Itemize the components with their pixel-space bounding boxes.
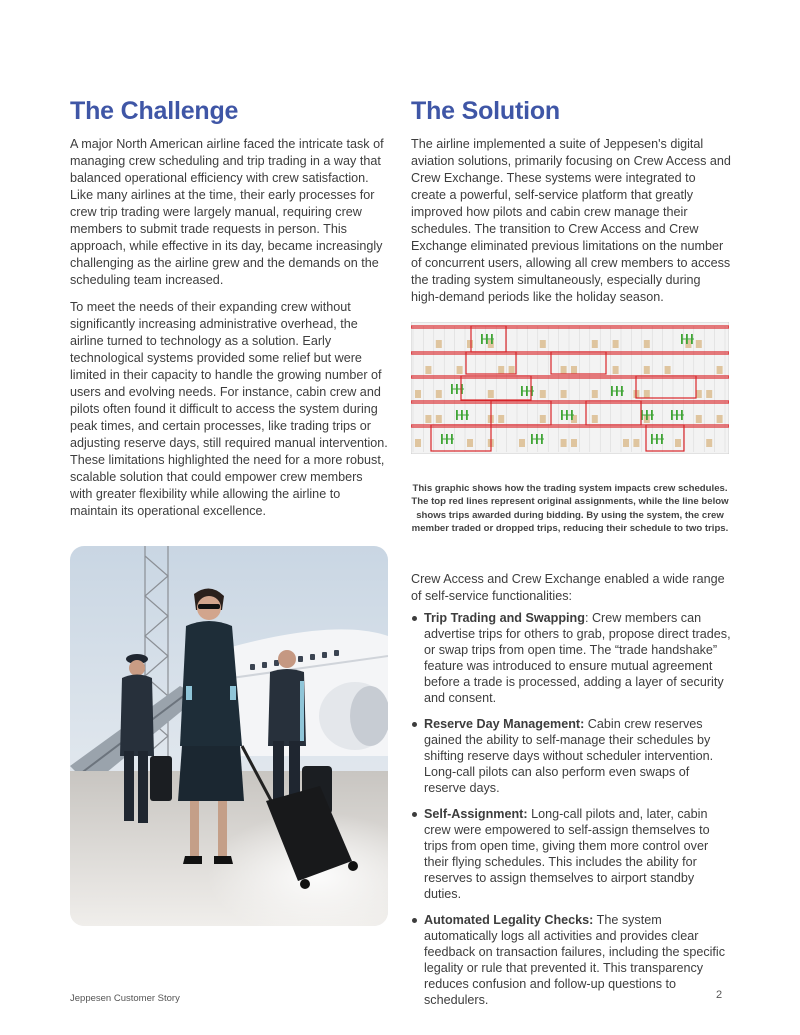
schedule-duty-block	[717, 415, 723, 423]
schedule-duty-block	[571, 439, 577, 447]
schedule-duty-block	[425, 415, 431, 423]
schedule-duty-block	[436, 390, 442, 398]
list-item-text: Crew members can advertise trips for others to grab, propose direct trades, or swap trips from open time. The “trade handshake” feature was introduced to ensure mutual agreement before a trade is processed, adding a layer of security and consent.	[424, 611, 731, 705]
schedule-duty-block	[592, 340, 598, 348]
schedule-duty-block	[706, 390, 712, 398]
schedule-duty-block	[623, 439, 629, 447]
footer-label: Jeppesen Customer Story	[70, 993, 180, 1004]
list-item-text: The system automatically logs all activities and provides clear feedback on transaction failures, including the specific legality or rule that prevented it. This transparency reduces confusion and follow-up questions to schedulers.	[424, 913, 726, 1007]
schedule-duty-block	[613, 340, 619, 348]
schedule-duty-block	[644, 340, 650, 348]
schedule-grid	[411, 322, 729, 454]
list-item-text: Cabin crew reserves gained the ability to self-manage their schedules by shifting reserve days without scheduler intervention. Long-call pilots can also perform even swaps of reserve days.	[424, 717, 714, 795]
bullet-dot-icon	[412, 722, 417, 727]
schedule-duty-block	[425, 366, 431, 374]
schedule-duty-block	[498, 415, 504, 423]
schedule-duty-block	[509, 366, 515, 374]
schedule-duty-block	[415, 390, 421, 398]
functionalities-intro: Crew Access and Crew Exchange enabled a wide range of self-service functionalities:	[411, 572, 725, 603]
list-item-heading: Trip Trading and Swapping	[424, 611, 585, 625]
list-item	[411, 806, 731, 902]
schedule-duty-block	[696, 415, 702, 423]
bullet-dot-icon	[412, 616, 417, 621]
schedule-duty-block	[644, 366, 650, 374]
challenge-paragraph-1: A major North American airline faced the intricate task of managing crew scheduling and trip trading in a way that balanced operational efficiency with crew satisfaction. Like many airlines at the time, their early processes for crew trip trading were largely manual, requiring crew members to submit trade requests in person. This approach, while effective in its day, became increasingly challenging as the airline grew and the demands on the scheduling team increased.	[70, 137, 384, 287]
schedule-duty-block	[519, 439, 525, 447]
schedule-duty-block	[665, 366, 671, 374]
schedule-duty-block	[571, 366, 577, 374]
schedule-duty-block	[717, 366, 723, 374]
schedule-duty-block	[633, 439, 639, 447]
challenge-paragraph-2: To meet the needs of their expanding crew without significantly increasing administrative overhead, the airline turned to technology as a solution. Early technological systems provided some relief but were limited in their capacity to handle the growing number of users and evolving needs. For instance, cabin crew and pilots often found it difficult to access the system during peak times, and certain processes, like trading trips or adjusting reserve days, still required manual intervention. These limitations highlighted the need for a more robust, scalable solution that could empower crew members with greater flexibility while allowing the airline to maintain its operational excellence.	[70, 300, 388, 518]
schedule-duty-block	[696, 340, 702, 348]
schedule-duty-block	[436, 340, 442, 348]
list-item-heading: Automated Legality Checks:	[424, 913, 594, 927]
list-item-heading: Self-Assignment:	[424, 807, 528, 821]
challenge-heading: The Challenge	[70, 97, 239, 125]
schedule-duty-block	[415, 439, 421, 447]
schedule-duty-block	[488, 390, 494, 398]
schedule-duty-block	[540, 340, 546, 348]
solution-section	[411, 96, 731, 306]
schedule-duty-block	[613, 366, 619, 374]
schedule-duty-block	[498, 366, 504, 374]
schedule-duty-block	[561, 390, 567, 398]
schedule-caption: This graphic shows how the trading system impacts crew schedules. The top red lines represent original assignments, while the line below shows trips awarded during bidding. By using the system, the crew member traded or dropped trips, reducing their schedule to two trips.	[411, 483, 729, 534]
crew-schedule-graphic	[411, 322, 729, 454]
schedule-duty-block	[540, 390, 546, 398]
list-item	[411, 912, 731, 1008]
list-item-heading: Reserve Day Management:	[424, 717, 585, 731]
functionalities-list	[411, 610, 731, 1018]
crew-walking-photo	[70, 546, 388, 926]
list-item	[411, 610, 731, 706]
schedule-duty-block	[540, 415, 546, 423]
schedule-duty-block	[675, 439, 681, 447]
schedule-duty-block	[561, 366, 567, 374]
schedule-duty-block	[706, 439, 712, 447]
schedule-duty-block	[467, 439, 473, 447]
challenge-section	[70, 96, 388, 520]
schedule-duty-block	[696, 390, 702, 398]
solution-paragraph: The airline implemented a suite of Jeppesen's digital aviation solutions, primarily focusing on Crew Access and Crew Exchange. These systems were integrated to create a powerful, self-service platform that greatly improved how pilots and cabin crew manage their schedules. The transition to Crew Access and Crew Exchange eliminated previous limitations on the number of concurrent users, allowing all crew members to access the trading system simultaneously, especially during high-demand periods like the holiday season.	[411, 137, 731, 304]
bullet-dot-icon	[412, 812, 417, 817]
schedule-duty-block	[488, 340, 494, 348]
list-item	[411, 716, 731, 796]
schedule-duty-block	[644, 390, 650, 398]
list-item-text: Long-call pilots and, later, cabin crew were empowered to self-assign themselves to trips from open time, giving them more control over their flying schedules. This includes the ability for reserves to assign themselves to airport standby duties.	[424, 807, 710, 901]
schedule-duty-block	[457, 366, 463, 374]
bullet-dot-icon	[412, 918, 417, 923]
schedule-duty-block	[561, 439, 567, 447]
solution-heading: The Solution	[411, 97, 560, 125]
schedule-duty-block	[436, 415, 442, 423]
schedule-duty-block	[467, 340, 473, 348]
schedule-duty-block	[592, 415, 598, 423]
list-item-separator: :	[584, 611, 592, 625]
schedule-duty-block	[592, 390, 598, 398]
page-number: 2	[716, 989, 723, 1001]
